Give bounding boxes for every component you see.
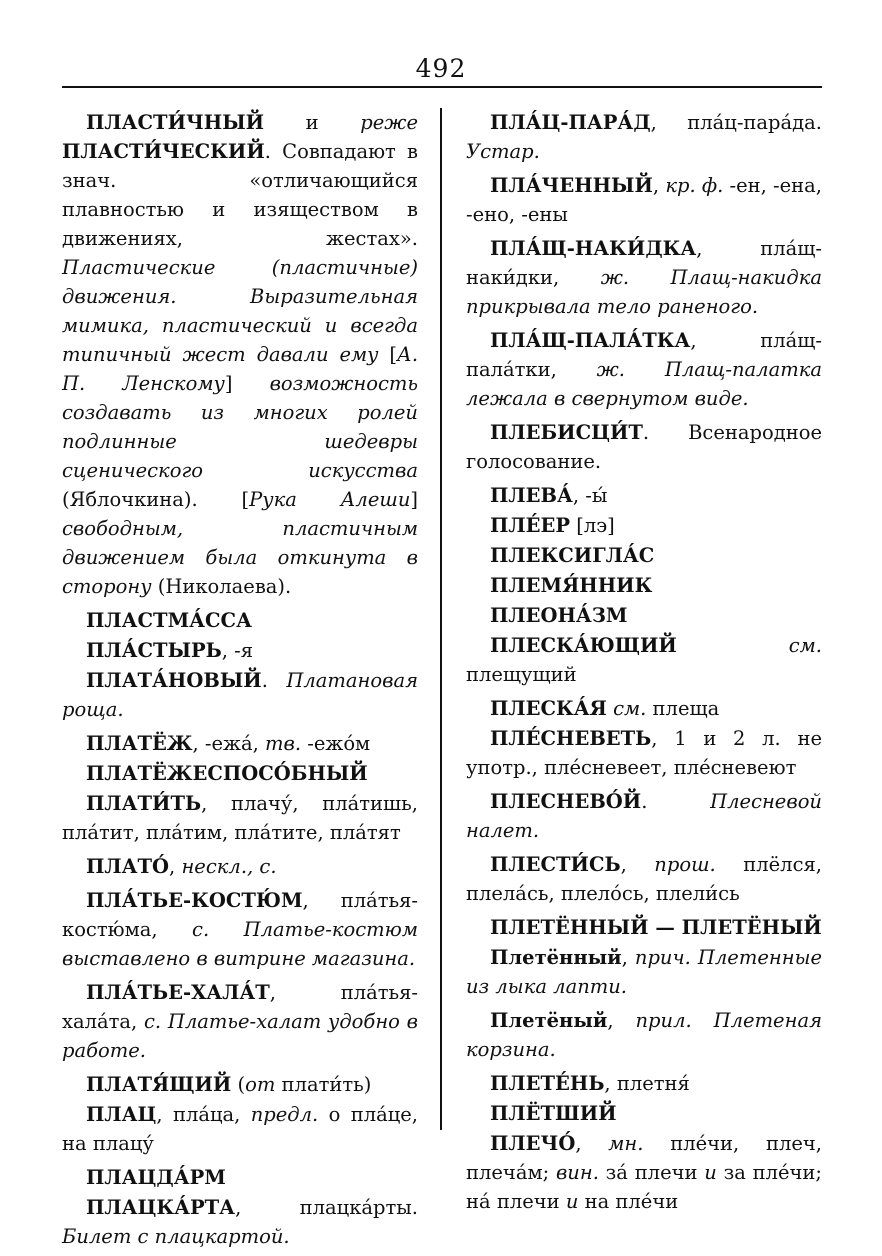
subheadword: Плетённый <box>490 946 622 969</box>
entry-text: , <box>169 855 182 878</box>
gloss-text: Плесневой налет. <box>466 790 822 842</box>
dictionary-entry <box>466 1006 822 1064</box>
dictionary-entry <box>62 852 418 881</box>
dictionary-entry <box>466 541 822 570</box>
headword: ПЛА́Ц-ПАРА́Д <box>490 111 651 134</box>
headword: ПЛА́Щ-НАКИ́ДКА <box>490 237 697 260</box>
dictionary-entry <box>466 1099 822 1128</box>
headword: ПЛЕТЕ́НЬ <box>490 1072 605 1095</box>
headword: ПЛАЦКА́РТА <box>86 1196 236 1219</box>
entry-text: , пла́тья-костю́ма, <box>62 889 418 941</box>
dictionary-entry <box>466 108 822 166</box>
headword: ПЛЕ́СНЕВЕТЬ <box>490 727 652 750</box>
gloss-text: реже <box>360 111 418 134</box>
dictionary-entry <box>466 1129 822 1216</box>
dictionary-entry <box>62 759 418 788</box>
dictionary-entry <box>466 418 822 476</box>
entry-text: , пла́тья-хала́та, <box>62 981 418 1033</box>
dictionary-entry <box>62 108 418 601</box>
entry-text: и <box>264 111 361 134</box>
headword: ПЛАТЁЖ <box>86 732 193 755</box>
entry-text: . <box>641 790 711 813</box>
dictionary-entry <box>62 1100 418 1158</box>
dictionary-entry <box>466 234 822 321</box>
gloss-text: с. Платье-халат удобно в работе. <box>62 1010 418 1062</box>
entry-text: плёлся, плела́сь, плело́сь, плели́сь <box>466 853 822 905</box>
dictionary-entry <box>466 571 822 600</box>
gloss-text: прич. Плетенные из лыка лапти. <box>466 946 822 998</box>
headword: ПЛЕСНЕВО́Й <box>490 790 642 813</box>
entry-text: ] <box>410 488 418 511</box>
gloss-text: Рука Алеши <box>249 488 411 511</box>
entry-text: ( <box>231 1073 246 1096</box>
entry-text: пле́чи, плеч, плеча́м; <box>466 1132 822 1184</box>
gloss-text: Платановая роща. <box>62 669 418 721</box>
dictionary-entry <box>62 606 418 635</box>
dictionary-entry <box>466 694 822 723</box>
entry-text: , <box>621 946 635 969</box>
headword: ПЛАСТМА́ССА <box>86 609 252 632</box>
headword: ПЛЕ́ЕР <box>490 514 571 537</box>
gloss-text: Пластические (пластичные) движения. Выразительная мимика, пластический и всегда типичный жест давали ему <box>62 256 418 366</box>
entry-text: -ежо́м <box>301 732 371 755</box>
gloss-text: см. <box>613 697 647 720</box>
gloss-text: с. Платье-костюм выставлено в витрине магазина. <box>62 918 418 970</box>
dictionary-entry <box>466 631 822 689</box>
dictionary-entry <box>62 1193 418 1251</box>
gloss-text: прош. <box>654 853 716 876</box>
gloss-text: прил. Плетеная корзина. <box>466 1009 822 1061</box>
entry-text: за пле́чи; на́ плечи <box>466 1161 822 1213</box>
headword: ПЛА́СТЫРЬ <box>86 639 222 662</box>
entry-text: , плетня́ <box>604 1072 690 1095</box>
entry-text: , плацка́рты. <box>235 1196 418 1219</box>
dictionary-entry <box>466 1069 822 1098</box>
entry-text: . <box>261 669 287 692</box>
headword: ПЛАТЯ́ЩИЙ <box>86 1073 232 1096</box>
entry-text: [лэ] <box>570 514 615 537</box>
entry-text: , <box>620 853 655 876</box>
dictionary-entry <box>62 978 418 1065</box>
entry-text: за́ плечи <box>598 1161 705 1184</box>
gloss-text: свободным, пластичным движением была откинута в сторону <box>62 517 418 598</box>
entry-text: , <box>652 174 666 197</box>
dictionary-entry <box>62 636 418 665</box>
headword: ПЛАТЁЖЕСПОСО́БНЫЙ <box>86 762 368 785</box>
dictionary-entry <box>466 511 822 540</box>
headword: ПЛЕКСИГЛА́С <box>490 544 655 567</box>
entry-text: плеща <box>646 697 720 720</box>
headword: ПЛЕМЯ́ННИК <box>490 574 653 597</box>
entry-text: плати́ть) <box>275 1073 372 1096</box>
entry-text: . Всенародное голосование. <box>466 421 822 473</box>
entry-text: ] <box>224 372 270 395</box>
gloss-text: тв. <box>265 732 302 755</box>
entry-text: (Николаева). <box>151 575 292 598</box>
entry-text: [ <box>378 343 398 366</box>
entry-text <box>677 634 789 657</box>
headword: ПЛАСТИ́ЧЕСКИЙ <box>62 140 265 163</box>
entry-text: , -ы́ <box>572 484 608 507</box>
entry-text: , -я <box>221 639 254 662</box>
headword: ПЛЕТЁННЫЙ — ПЛЕТЁНЫЙ <box>490 916 822 939</box>
entry-text: , пла́щ-наки́дки, <box>466 237 822 289</box>
dictionary-entry <box>466 850 822 908</box>
dictionary-entry <box>466 326 822 413</box>
headword: ПЛА́ТЬЕ-КОСТЮ́М <box>86 889 303 912</box>
dictionary-entry <box>466 724 822 782</box>
dictionary-entry <box>62 886 418 973</box>
headword: ПЛАТИ́ТЬ <box>86 792 202 815</box>
headword: ПЛЕОНА́ЗМ <box>490 604 628 627</box>
gloss-text: нескл., с. <box>181 855 277 878</box>
gloss-text: мн. <box>608 1132 644 1155</box>
headword: ПЛА́ТЬЕ-ХАЛА́Т <box>86 981 270 1004</box>
gloss-text: и <box>704 1161 717 1184</box>
dictionary-entry <box>62 1163 418 1192</box>
headword: ПЛАЦДА́РМ <box>86 1166 226 1189</box>
headword: ПЛЕСКА́Я <box>490 697 607 720</box>
dictionary-entry <box>466 481 822 510</box>
entry-text: , плачу́, пла́тишь, пла́тит, пла́тим, пла́тите, пла́тят <box>62 792 418 844</box>
entry-text: на пле́чи <box>578 1190 679 1213</box>
page-number: 492 <box>415 54 467 83</box>
entry-text: , 1 и 2 л. не употр., пле́сневеет, пле́сневеют <box>466 727 822 779</box>
entry-text: о пла́це, на плацу́ <box>62 1103 418 1155</box>
gloss-text: и <box>565 1190 579 1213</box>
entry-text: , <box>607 1009 636 1032</box>
dictionary-entry <box>466 943 822 1001</box>
headword: ПЛЕВА́ <box>490 484 573 507</box>
header-rule <box>62 86 822 88</box>
dictionary-entry <box>62 729 418 758</box>
gloss-text: возможность создавать из многих ролей подлинные шедевры сценического искусства <box>62 372 418 482</box>
gloss-text: см. <box>788 634 822 657</box>
right-column <box>466 108 822 1221</box>
entry-text: , <box>575 1132 609 1155</box>
entry-text: , пла́щ-пала́тки, <box>466 329 822 381</box>
dictionary-entry <box>62 666 418 724</box>
entry-text: -ен, -ена, -ено, -ены <box>466 174 822 226</box>
dictionary-entry <box>466 171 822 229</box>
headword: ПЛЕБИСЦИ́Т <box>490 421 643 444</box>
headword: ПЛАЦ <box>86 1103 157 1126</box>
gloss-text: Устар. <box>466 140 540 163</box>
subheadword: Плетёный <box>490 1009 608 1032</box>
gloss-text: кр. ф. <box>665 174 724 197</box>
dictionary-entry <box>62 1070 418 1099</box>
headword: ПЛЕСКА́ЮЩИЙ <box>490 634 677 657</box>
headword: ПЛАТА́НОВЫЙ <box>86 669 262 692</box>
entry-text: плещущий <box>466 663 577 686</box>
headword: ПЛЁТШИЙ <box>490 1102 617 1125</box>
gloss-text: ж. Плащ-палатка лежала в свернутом виде. <box>466 358 822 410</box>
dictionary-entry <box>466 601 822 630</box>
gloss-text: Билет с плацкартой. <box>62 1225 290 1248</box>
entry-text: (Яблочкина). [ <box>62 488 250 511</box>
gloss-text: А. П. Ленскому <box>62 343 419 395</box>
dictionary-entry <box>466 787 822 845</box>
dictionary-entry <box>62 789 418 847</box>
entry-text: . Совпадают в знач. «отличающийся плавностью и изяществом в движениях, жестах». <box>62 140 418 250</box>
headword: ПЛАТО́ <box>86 855 170 878</box>
left-column <box>62 108 418 1256</box>
headword: ПЛАСТИ́ЧНЫЙ <box>86 111 265 134</box>
headword: ПЛА́Щ-ПАЛА́ТКА <box>490 329 691 352</box>
gloss-text: ж. Плащ-накидка прикрывала тело раненого. <box>466 266 822 318</box>
column-divider <box>440 108 442 1130</box>
dictionary-entry <box>466 913 822 942</box>
entry-text: , пла́ц-пара́да. <box>650 111 822 134</box>
headword: ПЛЕСТИ́СЬ <box>490 853 621 876</box>
gloss-text: предл. <box>250 1103 319 1126</box>
gloss-text: от <box>245 1073 276 1096</box>
headword: ПЛЕЧО́ <box>490 1132 576 1155</box>
entry-text: , -ежа́, <box>192 732 265 755</box>
entry-text: , пла́ца, <box>156 1103 251 1126</box>
gloss-text: вин. <box>555 1161 599 1184</box>
headword: ПЛА́ЧЕННЫЙ <box>490 174 653 197</box>
